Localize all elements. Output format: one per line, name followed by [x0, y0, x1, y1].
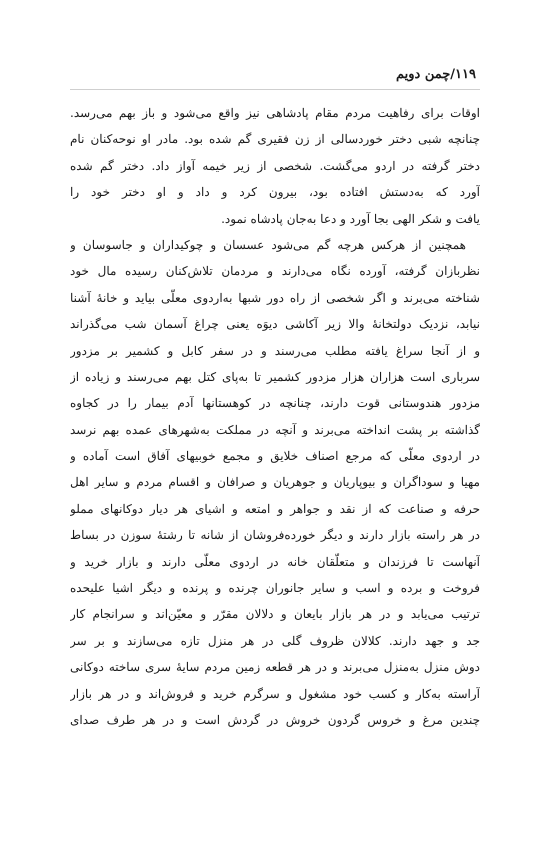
text-line: گذاشته بر پشت انداخته می‌برند و آنچه در مملکت به‌شهرهای عمده بهم نرسد — [70, 422, 480, 437]
text-line: در هر راسته بازار دارند و دیگر خورده‌فروشان از شانه تا رشتهٔ سوزن در بساط — [70, 528, 480, 543]
text-line: مزدور هندوستانی قوت دارند، چنانچه در کوهستانها آدم بیمار را در کجاوه — [70, 396, 480, 411]
text-line: مهیا و سوداگران و بیوپاریان و جوهریان و صرافان و اقسام مردم و سایر اهل — [70, 475, 480, 490]
text-line: اوقات برای رفاهیت مردم مقام پادشاهی نیز واقع می‌شود و باز بهم می‌رسد. — [70, 106, 480, 120]
text-line: چنانچه شبی دختر خوردسالی از زن فقیری گم شده بود. مادر او نوحه‌کنان نام — [70, 132, 480, 147]
running-head: ۱۱۹/چمن دویم — [395, 67, 476, 82]
text-line: یافت و شکر الهی بجا آورد و دعا به‌جان پادشاه نمود. — [221, 211, 480, 226]
text-line: در اردوی معلّی که مرجع اصناف خلایق و مجمع خوبیهای آفاق است آماده و — [70, 449, 480, 464]
text-line: جد و جهد دارند. کلالان ظروف گلی در هر منزل تازه می‌سازند و بر سر — [70, 633, 480, 648]
text-line: چندین مرغ و خروس گردون خروش در گردش است و در هر طرف صدای — [70, 712, 480, 727]
text-line: و از آنجا سراغ یافته مطلب می‌رسند و در سفر کابل و کشمیر بر مزدور — [70, 343, 480, 358]
text-line: شناخته می‌برند و اگر شخصی از راه دور شبها به‌اردوی معلّی بیاید و خانهٔ آشنا — [70, 290, 480, 305]
text-line: آنهاست تا فرزندان و متعلّقان خانه در اردوی معلّی دارند و بازار خرید و — [70, 554, 480, 569]
paragraph-2 — [70, 232, 480, 733]
paragraph-1 — [70, 100, 480, 232]
text-line: ترتیب می‌یابد و در هر بازار بایعان و دلالان مقرّر و معیّن‌اند و سرانجام کار — [70, 607, 480, 622]
text-line: آورد که به‌دستش افتاده بود، بیرون کرد و داد و او دختر خود را — [70, 185, 480, 200]
text-line: دختر گرفته در اردو می‌گشت. شخصی از زیر خیمه آواز داد. دختر گم شده — [70, 158, 480, 173]
text-line: همچنین از هرکس هرچه گم می‌شود عسسان و چوکیداران و جاسوسان و — [70, 237, 466, 252]
text-line: دوش منزل به‌منزل می‌برند و در هر قطعه زمین مردم سایهٔ سری ساخته دوکانی — [70, 660, 480, 675]
text-line: فروخت و برده و اسب و سایر جانوران چرنده و پرنده و دیگر اشیا علیحده — [70, 581, 480, 596]
text-line: نیابد، نزدیک دولتخانهٔ والا زیر آکاشی دیوَه یعنی چراغ آسمان شب می‌گذراند — [70, 317, 480, 332]
header-rule — [70, 89, 480, 90]
text-line: سرباری است هزاران هزار مزدور کشمیر تا به‌پای کتل بهم می‌رسند و زیاده از — [70, 369, 480, 384]
text-line: آراسته به‌کار و کسب خود مشغول و سرگرم خرید و فروش‌اند و در هر بازار — [70, 686, 480, 701]
text-line: نظربازان گرفته، آورده نگاه می‌دارند و مردمان تلاش‌کنان رسیده مال خود — [70, 264, 480, 279]
body-text — [70, 100, 480, 733]
text-line: حرفه و صناعت که از نقد و جواهر و امتعه و اشیای هر دیار دوکانهای مملو — [70, 501, 480, 516]
